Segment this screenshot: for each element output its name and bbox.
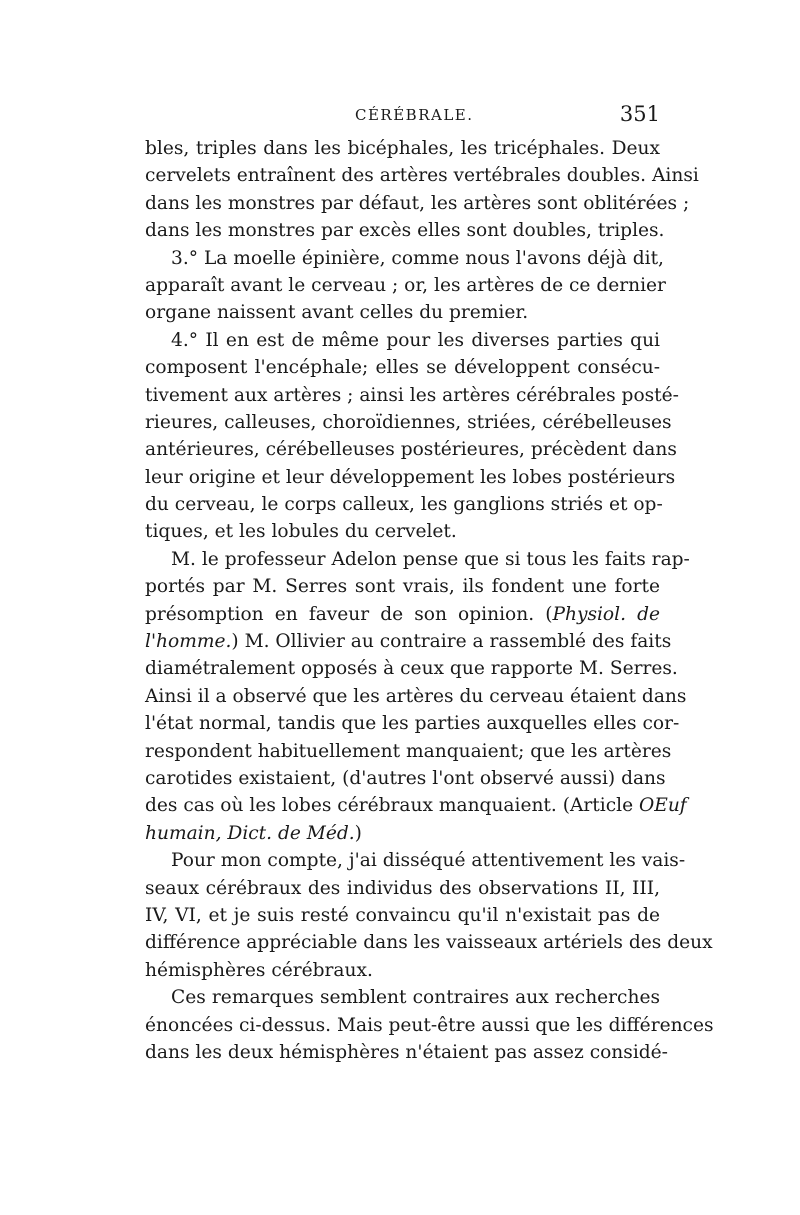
text-line (145, 162, 699, 189)
italic-text: Physiol. de (552, 603, 660, 625)
text-line (145, 738, 672, 765)
line-text: ) (354, 822, 362, 844)
line-text: Pour mon compte, j'ai disséqué attentivement les vais- (171, 850, 686, 872)
text-line (145, 354, 660, 381)
line-text: rieures, calleuses, choroïdiennes, striées, cérébelleuses (145, 411, 672, 433)
text-line (145, 409, 672, 436)
line-text: ) M. Ollivier au contraire a rassemblé des faits (231, 631, 672, 653)
line-text: IV, VI, et je suis resté convaincu qu'il n'existait pas de (145, 904, 660, 926)
text-line (145, 655, 678, 682)
line-text: présomption en faveur de son opinion. ( (145, 603, 553, 625)
running-head: CÉRÉBRALE. (355, 106, 474, 124)
line-text: des cas où les lobes cérébraux manquaient. (Article (145, 795, 639, 817)
text-line (145, 436, 677, 463)
text-line (145, 1012, 714, 1039)
text-line (145, 1039, 668, 1066)
italic-text: l'homme. (145, 631, 232, 653)
text-line (145, 929, 713, 956)
text-line (145, 710, 680, 737)
text-line (145, 984, 660, 1011)
text-line (145, 546, 690, 573)
text-line (145, 683, 687, 710)
text-line (145, 464, 676, 491)
line-text: Ces remarques semblent contraires aux recherches (171, 987, 660, 1009)
text-line (145, 573, 660, 600)
page-number: 351 (619, 102, 660, 126)
text-line (145, 272, 666, 299)
line-text: carotides existaient, (d'autres l'ont observé aussi) dans (145, 767, 666, 789)
text-line (145, 382, 679, 409)
line-text: bles, triples dans les bicéphales, les tricéphales. Deux (145, 138, 660, 159)
line-text: seaux cérébraux des individus des observations II, III, (145, 877, 660, 899)
text-line (145, 327, 660, 354)
text-line (145, 217, 665, 244)
line-text: l'état normal, tandis que les parties auxquelles elles cor- (145, 713, 680, 735)
line-text: énoncées ci-dessus. Mais peut-être aussi que les différences (145, 1014, 714, 1036)
text-line (145, 491, 663, 518)
text-line (145, 875, 660, 902)
text-line (145, 957, 660, 984)
italic-text: humain, Dict. de Méd. (145, 822, 355, 844)
line-text: tivement aux artères ; ainsi les artères cérébrales posté- (145, 384, 679, 406)
line-text: dans les monstres par défaut, les artères sont oblitérées ; (145, 192, 690, 214)
text-line (145, 190, 690, 217)
line-text: antérieures, cérébelleuses postérieures, précèdent dans (145, 439, 677, 461)
italic-text: OEuf (639, 795, 687, 817)
line-text: 4.° Il en est de même pour les diverses parties qui (171, 329, 660, 351)
line-text: leur origine et leur développement les lobes postérieurs (145, 466, 676, 488)
text-line (145, 902, 660, 929)
line-text: composent l'encéphale; elles se développent consécu- (145, 357, 660, 379)
line-text: différence appréciable dans les vaisseaux artériels des deux (145, 932, 713, 954)
text-line (145, 245, 664, 272)
line-text: du cerveau, le corps calleux, les ganglions striés et op- (145, 494, 663, 516)
line-text: M. le professeur Adelon pense que si tous les faits rap- (171, 548, 690, 570)
line-text: portés par M. Serres sont vrais, ils fondent une forte (145, 576, 660, 598)
text-line (145, 628, 672, 655)
line-text: hémisphères cérébraux. (145, 959, 373, 981)
line-text: apparaît avant le cerveau ; or, les artères de ce dernier (145, 274, 666, 296)
page-header (145, 104, 660, 134)
text-line (145, 518, 660, 545)
line-text: organe naissent avant celles du premier. (145, 302, 529, 324)
text-line (145, 792, 687, 819)
text-line (145, 820, 660, 847)
text-line (145, 299, 660, 326)
text-line (145, 601, 660, 628)
line-text: dans les monstres par excès elles sont doubles, triples. (145, 220, 665, 242)
line-text: tiques, et les lobules du cervelet. (145, 521, 457, 543)
text-line (145, 135, 660, 162)
text-line (145, 765, 666, 792)
line-text: Ainsi il a observé que les artères du cerveau étaient dans (145, 685, 687, 707)
line-text: respondent habituellement manquaient; que les artères (145, 740, 672, 762)
line-text: dans les deux hémisphères n'étaient pas assez considé- (145, 1041, 668, 1063)
line-text: 3.° La moelle épinière, comme nous l'avons déjà dit, (171, 247, 664, 269)
text-line (145, 847, 686, 874)
line-text: diamétralement opposés à ceux que rapporte M. Serres. (145, 658, 678, 680)
body-text (145, 135, 714, 1066)
line-text: cervelets entraînent des artères vertébrales doubles. Ainsi (145, 165, 699, 187)
